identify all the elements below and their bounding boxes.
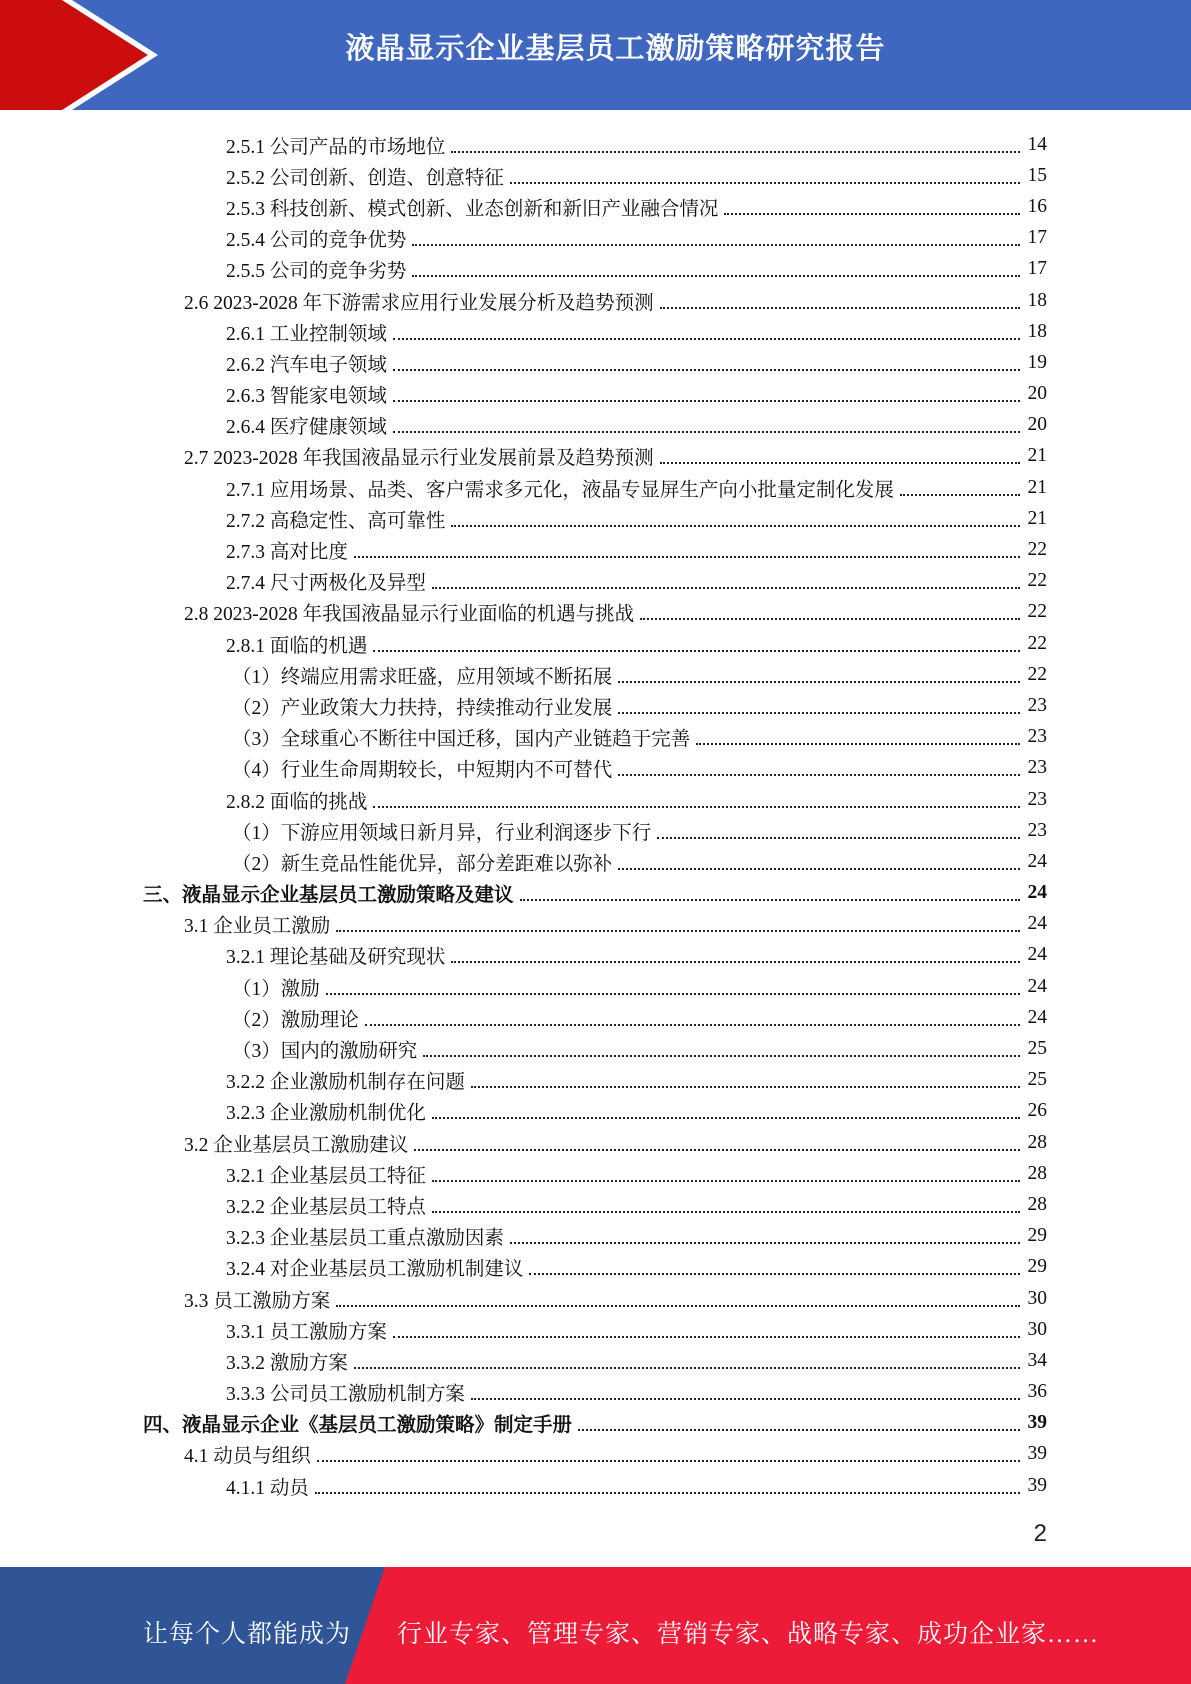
dot-leader (451, 525, 1020, 527)
toc-entry-page: 39 (1027, 1474, 1047, 1496)
dot-leader (393, 431, 1020, 433)
page-number: 2 (1033, 1520, 1047, 1547)
toc-entry-page: 24 (1027, 850, 1047, 872)
toc-entry-page: 20 (1027, 383, 1047, 405)
footer-slogan-right: 行业专家、管理专家、营销专家、战略专家、成功企业家…… (397, 1621, 1100, 1648)
toc-entry-title: 3.2.4 对企业基层员工激励机制建议 (226, 1259, 524, 1281)
dot-leader (326, 993, 1020, 995)
toc-entry-page: 36 (1027, 1381, 1047, 1403)
dot-leader (529, 1273, 1020, 1275)
toc-entry-page: 18 (1027, 289, 1047, 311)
dot-leader (520, 899, 1020, 901)
toc-entry-page: 21 (1027, 507, 1047, 529)
dot-leader (432, 587, 1020, 589)
toc-entry[interactable] (0, 410, 1191, 441)
toc-entry-page: 17 (1027, 227, 1047, 249)
toc-entry-page: 23 (1027, 726, 1047, 748)
toc-entry-title: 3.1 企业员工激励 (184, 916, 331, 938)
toc-entry-page: 21 (1027, 445, 1047, 467)
toc-entry[interactable] (0, 878, 1191, 909)
dot-leader (900, 494, 1020, 496)
toc-entry-title: 3.2.1 企业基层员工特征 (226, 1165, 426, 1187)
dot-leader (393, 400, 1020, 402)
toc-entry[interactable] (0, 1127, 1191, 1158)
toc-entry[interactable] (0, 129, 1191, 160)
toc-entry-page: 25 (1027, 1038, 1047, 1060)
footer-slogan-left: 让每个人都能成为 (143, 1621, 352, 1648)
toc-entry-page: 20 (1027, 414, 1047, 436)
toc-entry[interactable] (0, 659, 1191, 690)
dot-leader (393, 1336, 1020, 1338)
dot-leader (696, 743, 1020, 745)
dot-leader (660, 307, 1020, 309)
dot-leader (618, 774, 1020, 776)
toc-entry-page: 29 (1027, 1225, 1047, 1247)
toc-entry-title: （2）激励理论 (232, 1009, 359, 1031)
toc-entry-title: 3.2 企业基层员工激励建议 (184, 1134, 409, 1156)
toc-entry[interactable] (0, 909, 1191, 940)
toc-entry-page: 23 (1027, 694, 1047, 716)
toc-entry[interactable] (0, 1096, 1191, 1127)
toc-entry-page: 24 (1027, 944, 1047, 966)
toc-entry-page: 21 (1027, 476, 1047, 498)
toc-entry[interactable] (0, 316, 1191, 347)
toc-entry-page: 24 (1027, 913, 1047, 935)
dot-leader (471, 1086, 1020, 1088)
toc-entry-title: 2.7.2 高稳定性、高可靠性 (226, 510, 446, 532)
dot-leader (315, 1492, 1020, 1494)
toc-entry-page: 17 (1027, 258, 1047, 280)
toc-entry-page: 30 (1027, 1318, 1047, 1340)
toc-entry[interactable] (0, 254, 1191, 285)
toc-entry[interactable] (0, 1345, 1191, 1376)
toc-entry-title: 四、液晶显示企业《基层员工激励策略》制定手册 (143, 1415, 573, 1437)
toc-entry-title: 2.7.4 尺寸两极化及异型 (226, 573, 426, 595)
toc-entry-title: （4）行业生命周期较长，中短期内不可替代 (232, 760, 613, 782)
toc-entry-title: （3）全球重心不断往中国迁移，国内产业链趋于完善 (232, 729, 691, 751)
toc-entry[interactable] (0, 1158, 1191, 1189)
dot-leader (354, 1367, 1020, 1369)
toc-entry-page: 22 (1027, 632, 1047, 654)
dot-leader (336, 1305, 1020, 1307)
toc-entry-title: 2.8.1 面临的机遇 (226, 635, 368, 657)
toc-entry[interactable] (0, 503, 1191, 534)
toc-entry-page: 28 (1027, 1193, 1047, 1215)
toc-entry-title: 3.2.3 企业基层员工重点激励因素 (226, 1228, 504, 1250)
toc-entry-title: （1）下游应用领域日新月异，行业利润逐步下行 (232, 822, 652, 844)
toc-entry[interactable] (0, 1283, 1191, 1314)
toc-entry-title: 3.3.3 公司员工激励机制方案 (226, 1384, 465, 1406)
toc-entry-page: 29 (1027, 1256, 1047, 1278)
toc-entry-title: 2.6.1 工业控制领域 (226, 323, 387, 345)
toc-entry-page: 26 (1027, 1100, 1047, 1122)
toc-entry[interactable] (0, 940, 1191, 971)
dot-leader (451, 961, 1020, 963)
dot-leader (724, 213, 1020, 215)
dot-leader (373, 806, 1020, 808)
dot-leader (618, 868, 1020, 870)
toc-entry-title: 2.5.4 公司的竞争优势 (226, 230, 407, 252)
toc-entry[interactable] (0, 1439, 1191, 1470)
toc-entry[interactable] (0, 1470, 1191, 1501)
toc-entry[interactable] (0, 441, 1191, 472)
toc-entry-title: 三、液晶显示企业基层员工激励策略及建议 (143, 885, 514, 907)
toc-entry-title: （2）新生竞品性能优异，部分差距难以弥补 (232, 853, 613, 875)
toc-entry-page: 18 (1027, 320, 1047, 342)
dot-leader (354, 556, 1020, 558)
toc-entry-page: 23 (1027, 819, 1047, 841)
toc-entry-title: 2.6.4 医疗健康领域 (226, 417, 387, 439)
toc-entry[interactable] (0, 722, 1191, 753)
toc-entry-page: 14 (1027, 133, 1047, 155)
toc-entry[interactable] (0, 1408, 1191, 1439)
toc-entry-title: （3）国内的激励研究 (232, 1041, 418, 1063)
toc-entry-page: 30 (1027, 1287, 1047, 1309)
toc-entry-page: 24 (1027, 1006, 1047, 1028)
toc-entry-title: 2.5.5 公司的竞争劣势 (226, 261, 407, 283)
toc-entry-page: 23 (1027, 757, 1047, 779)
dot-leader (471, 1398, 1020, 1400)
dot-leader (336, 930, 1020, 932)
toc-entry-title: 3.2.2 企业激励机制存在问题 (226, 1072, 465, 1094)
toc-entry-title: 4.1.1 动员 (226, 1477, 309, 1499)
toc-entry-title: 3.2.1 理论基础及研究现状 (226, 947, 446, 969)
toc-entry-title: 2.8.2 面临的挑战 (226, 791, 368, 813)
dot-leader (432, 1211, 1020, 1213)
toc-entry-title: （1）激励 (232, 978, 320, 1000)
toc-entry-title: 3.2.2 企业基层员工特点 (226, 1196, 426, 1218)
table-of-contents (0, 129, 1191, 1501)
toc-entry[interactable] (0, 1002, 1191, 1033)
toc-entry[interactable] (0, 1314, 1191, 1345)
toc-entry-title: 2.7 2023-2028 年我国液晶显示行业发展前景及趋势预测 (184, 448, 654, 470)
toc-entry-page: 28 (1027, 1162, 1047, 1184)
dot-leader (510, 182, 1020, 184)
toc-entry[interactable] (0, 1065, 1191, 1096)
toc-entry-page: 39 (1027, 1412, 1047, 1434)
toc-entry[interactable] (0, 1221, 1191, 1252)
toc-entry[interactable] (0, 628, 1191, 659)
toc-entry[interactable] (0, 223, 1191, 254)
dot-leader (423, 1055, 1020, 1057)
dot-leader (393, 369, 1020, 371)
toc-entry-page: 22 (1027, 570, 1047, 592)
toc-entry-title: 3.3.2 激励方案 (226, 1352, 348, 1374)
dot-leader (432, 1117, 1020, 1119)
toc-entry-page: 22 (1027, 601, 1047, 623)
toc-entry-title: 2.6 2023-2028 年下游需求应用行业发展分析及趋势预测 (184, 292, 654, 314)
toc-entry-page: 23 (1027, 788, 1047, 810)
toc-entry[interactable] (0, 690, 1191, 721)
toc-entry-page: 15 (1027, 164, 1047, 186)
toc-entry[interactable] (0, 1033, 1191, 1064)
dot-leader (618, 712, 1020, 714)
toc-entry-title: 2.6.2 汽车电子领域 (226, 354, 387, 376)
toc-entry-title: 2.5.1 公司产品的市场地位 (226, 136, 446, 158)
toc-entry-page: 22 (1027, 539, 1047, 561)
dot-leader (578, 1429, 1020, 1431)
toc-entry[interactable] (0, 1189, 1191, 1220)
toc-entry[interactable] (0, 784, 1191, 815)
dot-leader (618, 681, 1020, 683)
dot-leader (317, 1460, 1020, 1462)
toc-entry-page: 39 (1027, 1443, 1047, 1465)
toc-entry[interactable] (0, 566, 1191, 597)
dot-leader (414, 1149, 1020, 1151)
toc-entry-page: 25 (1027, 1069, 1047, 1091)
toc-entry[interactable] (0, 1377, 1191, 1408)
toc-entry-page: 24 (1027, 882, 1047, 904)
toc-entry[interactable] (0, 846, 1191, 877)
toc-entry[interactable] (0, 815, 1191, 846)
toc-entry-page: 16 (1027, 195, 1047, 217)
dot-leader (393, 338, 1020, 340)
dot-leader (412, 244, 1020, 246)
toc-entry-page: 28 (1027, 1131, 1047, 1153)
toc-entry[interactable] (0, 597, 1191, 628)
dot-leader (373, 650, 1020, 652)
toc-entry-title: （1）终端应用需求旺盛，应用领域不断拓展 (232, 666, 613, 688)
toc-entry-title: 3.3 员工激励方案 (184, 1290, 331, 1312)
toc-entry-title: 4.1 动员与组织 (184, 1446, 311, 1468)
toc-entry-page: 34 (1027, 1349, 1047, 1371)
toc-entry-page: 19 (1027, 351, 1047, 373)
toc-entry[interactable] (0, 160, 1191, 191)
toc-entry-title: 2.6.3 智能家电领域 (226, 386, 387, 408)
toc-entry[interactable] (0, 379, 1191, 410)
toc-entry-title: 2.5.2 公司创新、创造、创意特征 (226, 167, 504, 189)
toc-entry[interactable] (0, 971, 1191, 1002)
toc-entry[interactable] (0, 534, 1191, 565)
toc-entry-title: 2.7.3 高对比度 (226, 542, 348, 564)
toc-entry[interactable] (0, 753, 1191, 784)
document-title: 液晶显示企业基层员工激励策略研究报告 (345, 31, 886, 65)
toc-entry-title: 2.7.1 应用场景、品类、客户需求多元化，液晶专显屏生产向小批量定制化发展 (226, 479, 894, 501)
toc-entry-title: 2.8 2023-2028 年我国液晶显示行业面临的机遇与挑战 (184, 604, 635, 626)
toc-entry[interactable] (0, 472, 1191, 503)
toc-entry-title: 2.5.3 科技创新、模式创新、业态创新和新旧产业融合情况 (226, 198, 719, 220)
toc-entry[interactable] (0, 1252, 1191, 1283)
toc-entry-title: （2）产业政策大力扶持，持续推动行业发展 (232, 697, 613, 719)
toc-entry[interactable] (0, 191, 1191, 222)
dot-leader (640, 618, 1020, 620)
toc-entry-page: 22 (1027, 663, 1047, 685)
dot-leader (657, 837, 1020, 839)
page-footer (0, 1567, 1191, 1684)
toc-entry-title: 3.2.3 企业激励机制优化 (226, 1103, 426, 1125)
page-header (0, 0, 1191, 110)
toc-entry-page: 24 (1027, 975, 1047, 997)
toc-entry[interactable] (0, 347, 1191, 378)
dot-leader (510, 1242, 1020, 1244)
dot-leader (432, 1180, 1020, 1182)
dot-leader (365, 1024, 1020, 1026)
dot-leader (412, 275, 1020, 277)
toc-entry[interactable] (0, 285, 1191, 316)
dot-leader (660, 462, 1020, 464)
dot-leader (451, 151, 1020, 153)
toc-entry-title: 3.3.1 员工激励方案 (226, 1321, 387, 1343)
